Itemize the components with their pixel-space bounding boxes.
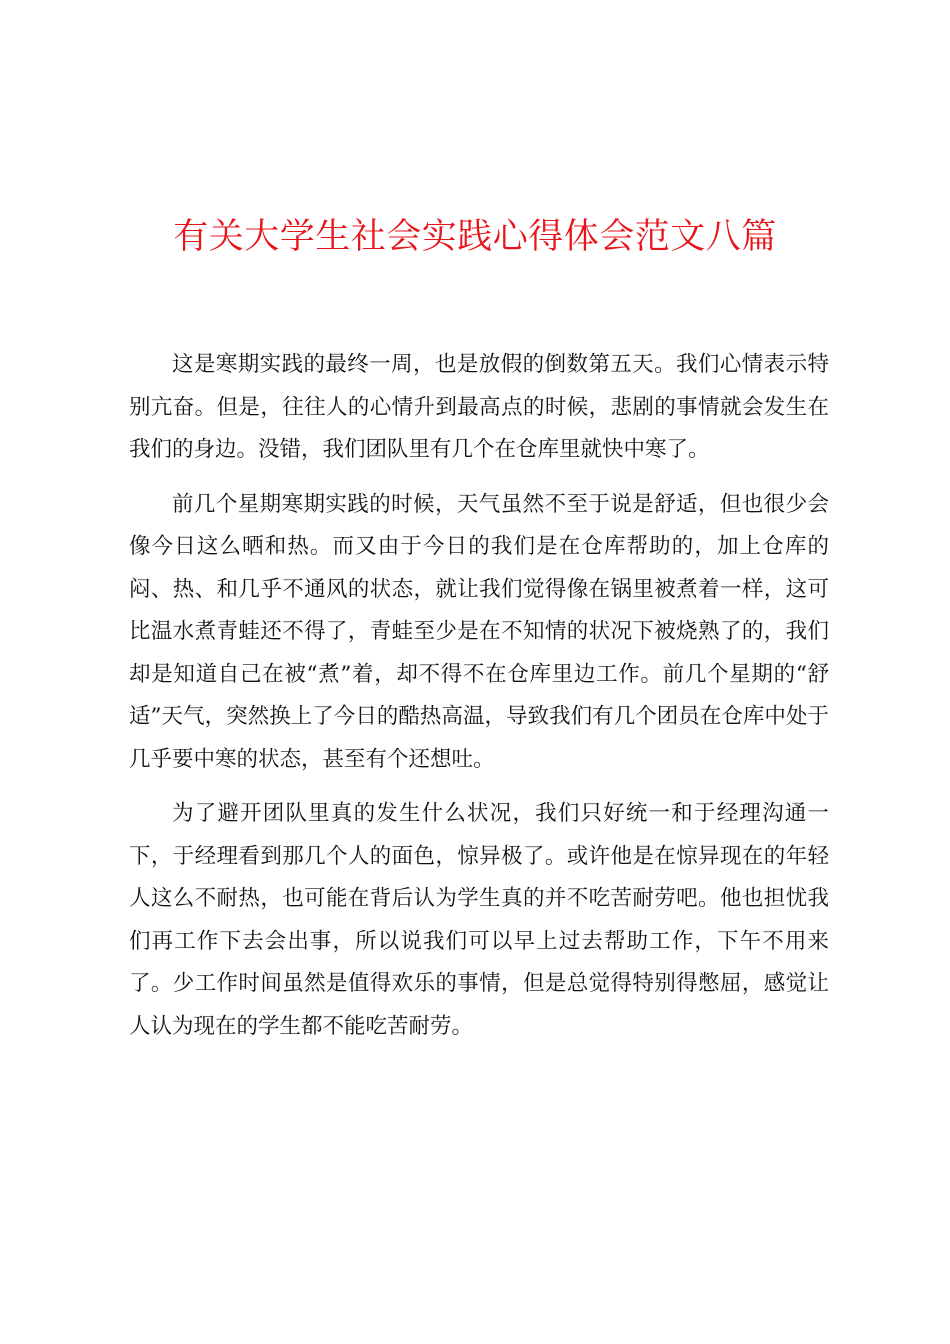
document-title: 有关大学生社会实践心得体会范文八篇 — [173, 217, 777, 257]
document-body — [129, 344, 829, 1060]
paragraph: 前几个星期寒期实践的时候，天气虽然不至于说是舒适，但也很少会像今日这么晒和热。而又由于今日的我们是在仓库帮助的，加上仓库的闷、热、和几乎不通风的状态，就让我们觉得像在锅里被煮着一样，这可比温水煮青蛙还不得了，青蛙至少是在不知情的状况下被烧熟了的，我们却是知道自己在被“煮”着，却不得不在仓库里边工作。前几个星期的“舒适”天气，突然换上了今日的酷热高温，导致我们有几个团员在仓库中处于几乎要中寒的状态，甚至有个还想吐。 — [129, 491, 829, 772]
paragraph: 为了避开团队里真的发生什么状况，我们只好统一和于经理沟通一下，于经理看到那几个人的面色，惊异极了。或许他是在惊异现在的年轻人这么不耐热，也可能在背后认为学生真的并不吃苦耐劳吧。他也担忧我们再工作下去会出事，所以说我们可以早上过去帮助工作，下午不用来了。少工作时间虽然是值得欢乐的事情，但是总觉得特别得憋屈，感觉让人认为现在的学生都不能吃苦耐劳。 — [129, 801, 829, 1039]
paragraph: 这是寒期实践的最终一周，也是放假的倒数第五天。我们心情表示特别亢奋。但是，往往人的心情升到最高点的时候，悲剧的事情就会发生在我们的身边。没错，我们团队里有几个在仓库里就快中寒了。 — [129, 352, 829, 462]
